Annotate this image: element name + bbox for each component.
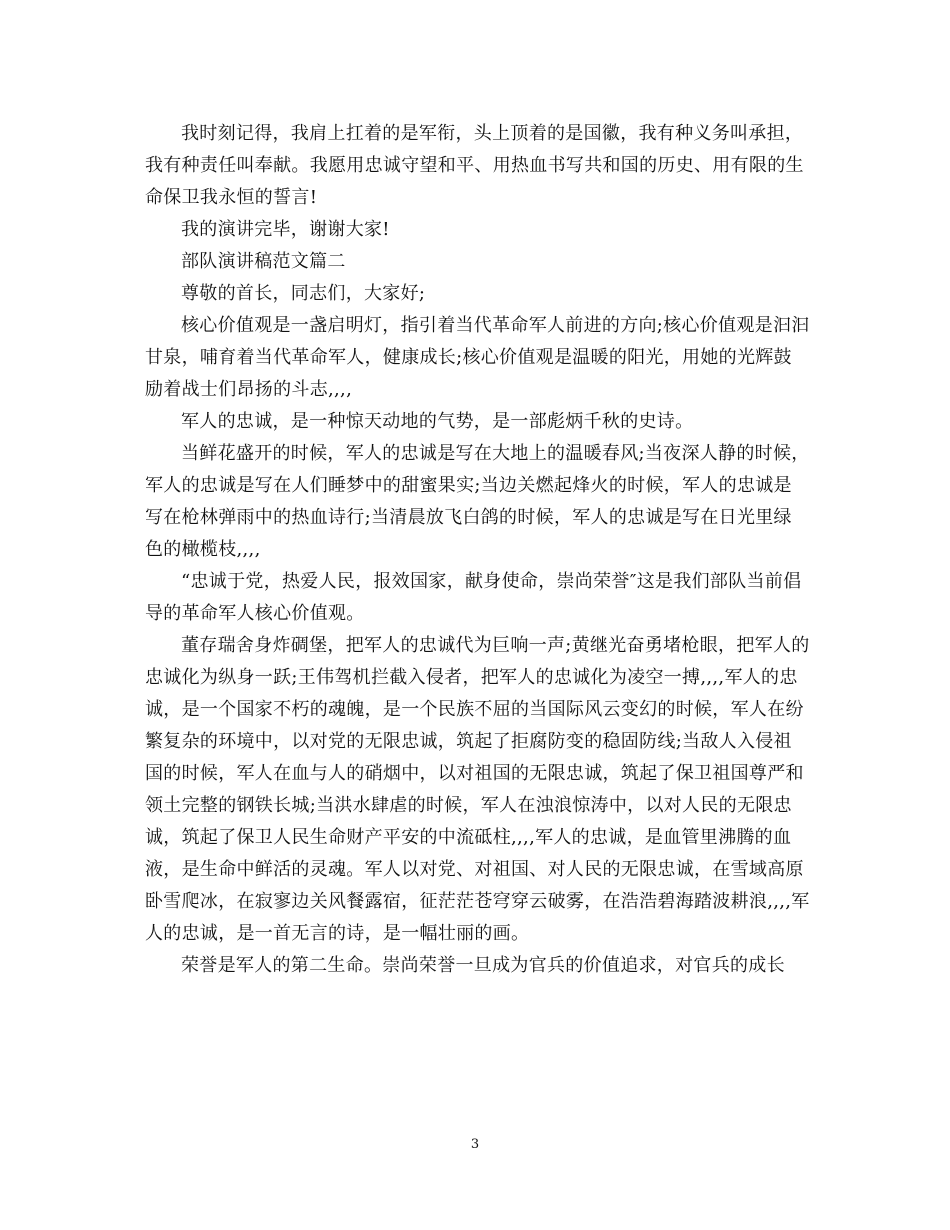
section-heading: 部队演讲稿范文篇二 xyxy=(181,251,346,272)
paragraph: 军人的忠诚，是一种惊天动地的气势，是一部彪炳千秋的史诗。 xyxy=(181,411,694,432)
paragraph: 董存瑞舍身炸碉堡，把军人的忠诚代为巨响一声;黄继光奋勇堵枪眼，把军人的忠诚化为纵身一跃;王伟驾机拦截入侵者，把军人的忠诚化为凌空一搏,,,,军人的忠诚，是一个国家不朽的魂魄，是一个民族不屈的当国际风云变幻的时候，军人在纷繁复杂的环境中，以对党的无限忠诚，筑起了拒腐防变的稳固防线;当敌人入侵祖国的时候，军人在血与人的硝烟中，以对祖国的无限忠诚，筑起了保卫祖国尊严和领土完整的钢铁长城;当洪水肆虐的时候，军人在浊浪惊涛中，以对人民的无限忠诚，筑起了保卫人民生命财产平安的中流砥柱,,,,军人的忠诚，是血管里沸腾的血液，是生命中鲜活的灵魂。军人以对党、对祖国、对人民的无限忠诚，在雪域高原卧雪爬冰，在寂寥边关风餐露宿，征茫茫苍穹穿云破雾，在浩浩碧海踏波耕浪,,,,军人的忠诚，是一首无言的诗，是一幅壮丽的画。 xyxy=(145,635,810,944)
paragraph: 荣誉是军人的第二生命。崇尚荣誉一旦成为官兵的价值追求，对官兵的成长 xyxy=(181,955,785,976)
paragraph: 当鲜花盛开的时候，军人的忠诚是写在大地上的温暖春风;当夜深人静的时候，军人的忠诚是写在人们睡梦中的甜蜜果实;当边关燃起烽火的时候，军人的忠诚是写在枪林弹雨中的热血诗行;当清晨放飞白鸽的时候，军人的忠诚是写在日光里绿色的橄榄枝,,,, xyxy=(145,443,810,560)
page-number: 3 xyxy=(470,1137,480,1152)
page-body xyxy=(145,118,810,982)
paragraph: 我时刻记得，我肩上扛着的是军衔，头上顶着的是国徽，我有种义务叫承担，我有种责任叫奉献。我愿用忠诚守望和平、用热血书写共和国的历史、用有限的生命保卫我永恒的誓言! xyxy=(145,123,804,208)
paragraph: “忠诚于党，热爱人民，报效国家，献身使命，崇尚荣誉″这是我们部队当前倡导的革命军人核心价值观。 xyxy=(145,571,802,624)
paragraph: 核心价值观是一盏启明灯，指引着当代革命军人前进的方向;核心价值观是汩汩甘泉，哺育着当代革命军人，健康成长;核心价值观是温暖的阳光，用她的光辉鼓励着战士们昂扬的斗志,,,, xyxy=(145,315,810,400)
salutation: 尊敬的首长，同志们，大家好; xyxy=(181,283,426,304)
paragraph: 我的演讲完毕，谢谢大家! xyxy=(181,219,390,240)
